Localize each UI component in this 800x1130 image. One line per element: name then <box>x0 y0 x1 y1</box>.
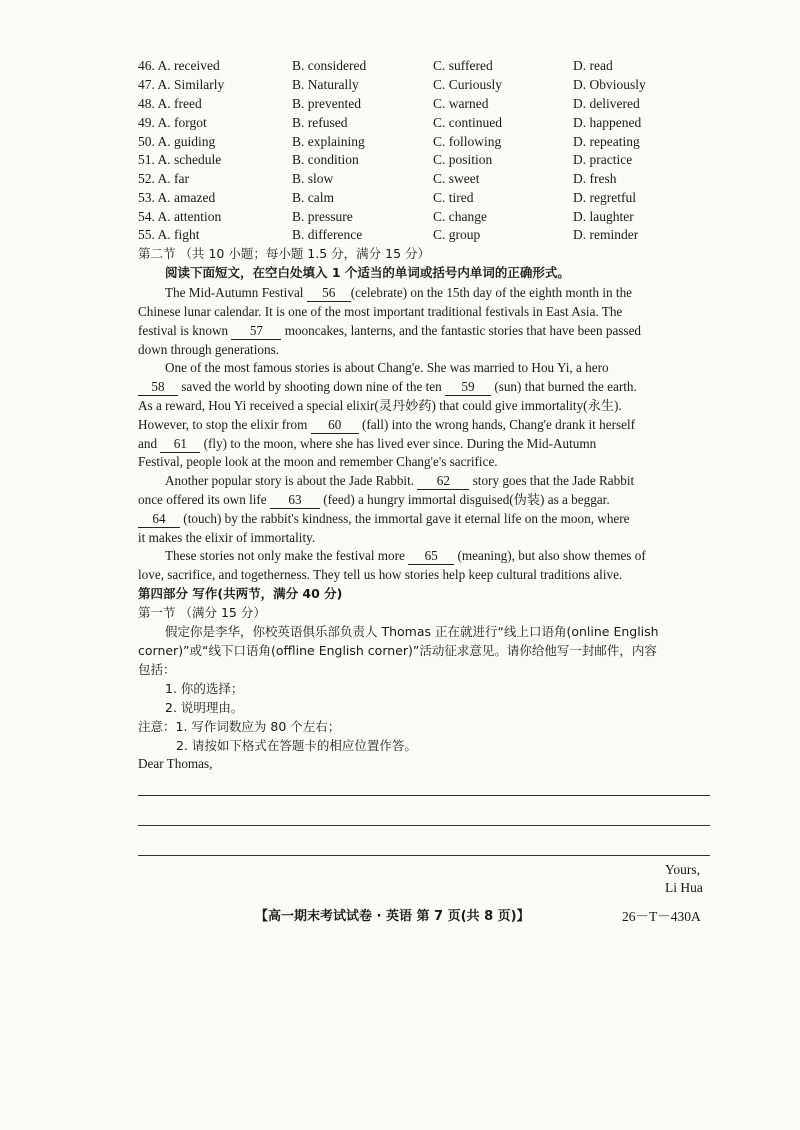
passage-line: One of the most famous stories is about Chang'e. She was married to Hou Yi, a hero <box>165 360 609 375</box>
option-a: 47. A. Similarly <box>138 77 225 92</box>
passage-text: However, to stop the elixir from <box>138 417 311 432</box>
passage-text: (touch) by the rabbit's kindness, the immortal gave it eternal life on the moon, where <box>180 511 630 526</box>
footer-code: 26－T－430A <box>622 909 701 924</box>
section2-instruction: 阅读下面短文，在空白处填入 1 个适当的单词或括号内单词的正确形式。 <box>165 265 570 280</box>
passage-text: story goes that the Jade Rabbit <box>469 473 635 488</box>
option-a: 49. A. forgot <box>138 115 207 130</box>
option-b: B. considered <box>292 58 367 73</box>
writing-prompt: 包括： <box>138 662 176 677</box>
blank-61[interactable]: 61 <box>160 436 200 453</box>
passage-text: (fall) into the wrong hands, Chang'e drank it herself <box>358 417 636 432</box>
answer-line[interactable] <box>138 825 710 826</box>
blank-60[interactable]: 60 <box>311 417 359 434</box>
writing-prompt: corner)”或“线下口语角(offline English corner)”活动征求意见。请你给他写一封邮件，内容 <box>138 643 657 658</box>
part4-header: 第四部分 写作(共两节，满分 40 分) <box>138 586 343 601</box>
passage-text: (fly) to the moon, where she has lived ever since. During the Mid-Autumn <box>200 436 597 451</box>
option-d: D. happened <box>573 115 642 130</box>
passage-line <box>138 415 710 434</box>
blank-64[interactable]: 64 <box>138 511 180 528</box>
prompt-item: 1. 你的选择； <box>165 681 244 696</box>
option-a: 55. A. fight <box>138 227 200 242</box>
option-d: D. regretful <box>573 190 636 205</box>
option-d: D. repeating <box>573 134 640 149</box>
passage-line <box>165 546 710 565</box>
blank-58[interactable]: 58 <box>138 379 178 396</box>
passage-text: The Mid-Autumn Festival <box>165 285 307 300</box>
option-c: C. Curiously <box>433 77 503 92</box>
option-a: 53. A. amazed <box>138 190 216 205</box>
note-1: 注意：1. 写作词数应为 80 个左右； <box>138 719 341 734</box>
blank-57[interactable]: 57 <box>231 323 281 340</box>
option-b: B. prevented <box>292 96 361 111</box>
passage-line <box>165 283 710 302</box>
passage-text: (meaning), but also show themes of <box>454 548 646 563</box>
blank-56[interactable]: 56 <box>307 285 351 302</box>
passage-text: once offered its own life <box>138 492 270 507</box>
option-a: 54. A. attention <box>138 209 222 224</box>
passage-line: Chinese lunar calendar. It is one of the most important traditional festivals in East Asia. The <box>138 304 623 319</box>
option-c: C. suffered <box>433 58 493 73</box>
passage-text: and <box>138 436 161 451</box>
answer-line[interactable] <box>138 855 710 856</box>
passage-text: (sun) that burned the earth. <box>491 379 637 394</box>
option-c: C. change <box>433 209 487 224</box>
passage-text: mooncakes, lanterns, and the fantastic stories that have been passed <box>281 323 642 338</box>
option-c: C. group <box>433 227 481 242</box>
option-b: B. Naturally <box>292 77 359 92</box>
note-2: 2. 请按如下格式在答题卡的相应位置作答。 <box>176 738 417 753</box>
option-c: C. tired <box>433 190 474 205</box>
option-d: D. laughter <box>573 209 634 224</box>
option-a: 48. A. freed <box>138 96 202 111</box>
option-b: B. refused <box>292 115 348 130</box>
option-b: B. explaining <box>292 134 365 149</box>
signature: Li Hua <box>665 880 703 895</box>
passage-text: saved the world by shooting down nine of the ten <box>178 379 446 394</box>
option-b: B. slow <box>292 171 334 186</box>
option-a: 52. A. far <box>138 171 189 186</box>
option-c: C. position <box>433 152 493 167</box>
passage-line <box>138 490 710 509</box>
passage-text: Another popular story is about the Jade Rabbit. <box>165 473 418 488</box>
part4-section1: 第一节 （满分 15 分） <box>138 605 266 620</box>
blank-62[interactable]: 62 <box>417 473 469 490</box>
option-d: D. delivered <box>573 96 640 111</box>
passage-text: These stories not only make the festival more <box>165 548 409 563</box>
option-b: B. calm <box>292 190 334 205</box>
blank-59[interactable]: 59 <box>445 379 491 396</box>
option-c: C. warned <box>433 96 489 111</box>
option-d: D. read <box>573 58 613 73</box>
passage-line: Festival, people look at the moon and remember Chang'e's sacrifice. <box>138 454 498 469</box>
blank-65[interactable]: 65 <box>408 548 454 565</box>
option-a: 50. A. guiding <box>138 134 216 149</box>
passage-text: festival is known <box>138 323 232 338</box>
passage-line <box>138 321 710 340</box>
option-d: D. practice <box>573 152 633 167</box>
passage-line <box>138 434 710 453</box>
passage-text: (celebrate) on the 15th day of the eighth month in the <box>350 285 633 300</box>
writing-prompt: 假定你是李华，你校英语俱乐部负责人 Thomas 正在就进行“线上口语角(online English <box>165 624 659 639</box>
passage-line: down through generations. <box>138 342 280 357</box>
blank-63[interactable]: 63 <box>270 492 320 509</box>
option-c: C. sweet <box>433 171 480 186</box>
footer-title: 【高一期末考试试卷 · 英语 第 7 页(共 8 页)】 <box>255 909 530 924</box>
option-a: 46. A. received <box>138 58 220 73</box>
option-a: 51. A. schedule <box>138 152 222 167</box>
passage-line <box>165 471 710 490</box>
prompt-item: 2. 说明理由。 <box>165 700 244 715</box>
answer-line[interactable] <box>138 795 710 796</box>
option-b: B. condition <box>292 152 359 167</box>
salutation: Dear Thomas, <box>138 756 213 771</box>
passage-line <box>138 509 710 528</box>
passage-line: it makes the elixir of immortality. <box>138 530 316 545</box>
option-c: C. continued <box>433 115 502 130</box>
passage-line: love, sacrifice, and togetherness. They tell us how stories help keep cultural traditions alive. <box>138 567 623 582</box>
option-d: D. fresh <box>573 171 617 186</box>
closing: Yours, <box>665 862 701 877</box>
option-c: C. following <box>433 134 502 149</box>
passage-line <box>138 377 710 396</box>
option-b: B. pressure <box>292 209 353 224</box>
passage-text: (feed) a hungry immortal disguised(伪装) as a beggar. <box>319 492 610 507</box>
option-d: D. Obviously <box>573 77 646 92</box>
option-b: B. difference <box>292 227 363 242</box>
option-d: D. reminder <box>573 227 639 242</box>
section2-header: 第二节 （共 10 小题；每小题 1.5 分，满分 15 分） <box>138 246 431 261</box>
passage-line: As a reward, Hou Yi received a special elixir(灵丹妙药) that could give immortality(永生). <box>138 398 622 413</box>
